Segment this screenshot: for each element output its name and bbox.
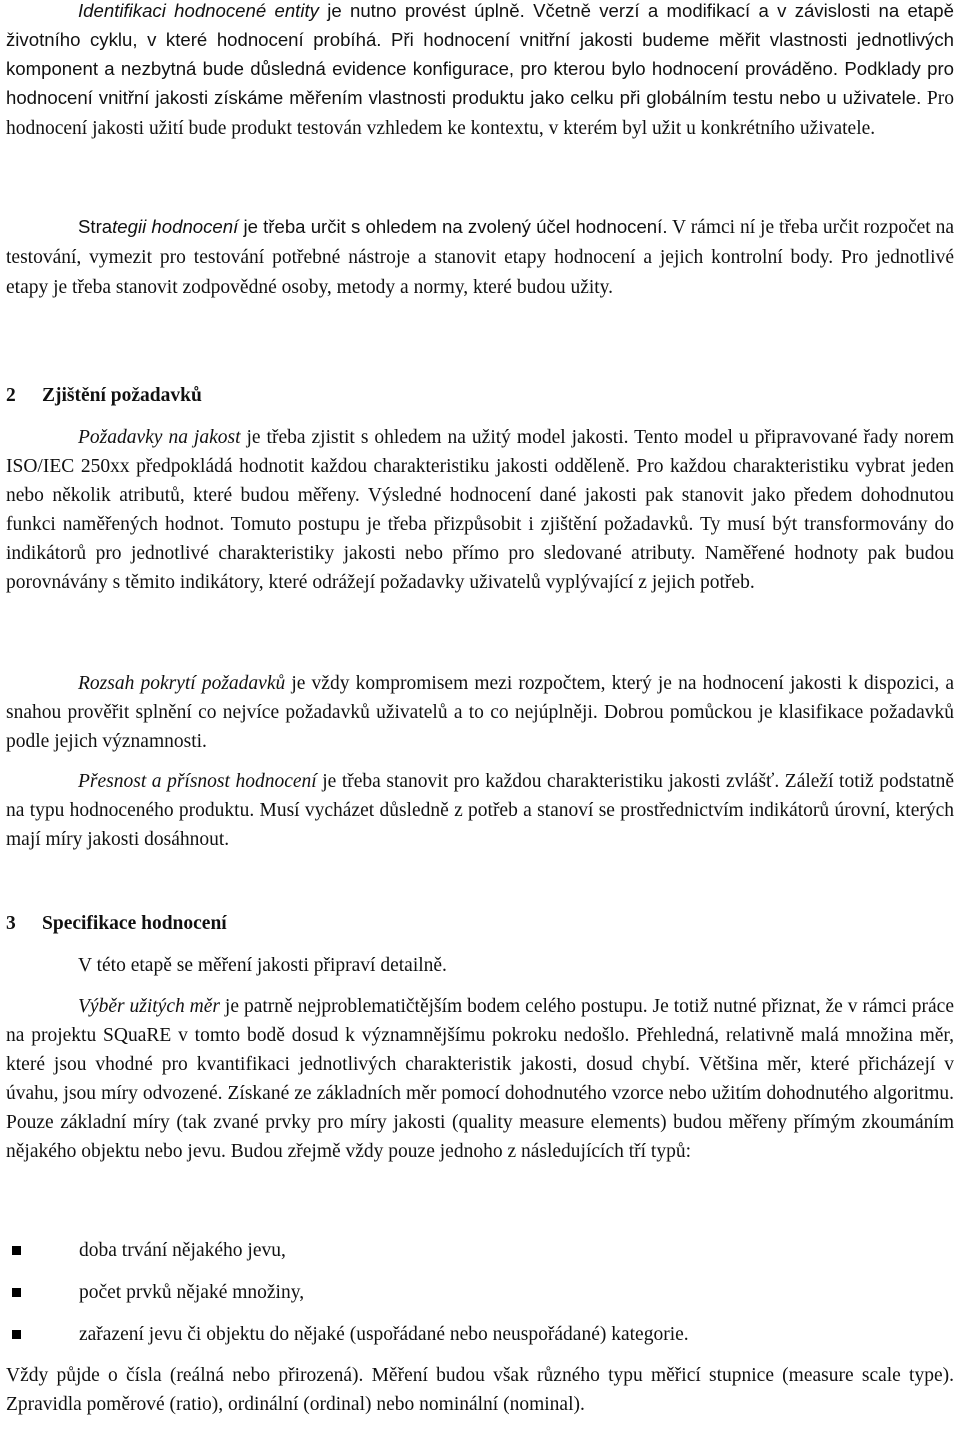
section-title: Specifikace hodnocení [42,913,227,934]
paragraph-coverage [6,669,954,756]
paragraph-spec-intro: V této etapě se měření jakosti připraví detailně. [78,955,447,976]
term-measures: Výběr užitých měr [78,996,220,1017]
section-number: 2 [6,385,16,406]
paragraph-strategy [6,212,954,302]
term-strategy-lead: Stra [78,216,113,237]
list-item [6,1278,954,1307]
term-requirements: Požadavky na jakost [78,427,241,448]
list-item-text: počet prvků nějaké množiny, [79,1282,305,1303]
section-heading-2 [6,381,202,410]
term-coverage: Rozsah pokrytí požadavků [78,673,286,694]
paragraph-precision [6,767,954,854]
paragraph-text: je třeba zjistit s ohledem na užitý model jakosti. Tento model u připravované řady norem ISO/IEC 250xx předpokládá hodnotit každou charakteristiku jakosti odděleně. Pro každou charakteristiku vybrat jeden nebo několik atributů, které budou měřeny. Výsledné hodnocení dané jakosti pak stanovit jako předem dohodnutou funkci naměřených hodnot. Tomuto postupu je třeba přizpůsobit i zjištění požadavků. Ty musí být transformovány do indikátorů pro jednotlivé charakteristiky jakosti nebo přímo pro sledované atributy. Naměřené hodnoty pak budou porovnávány s těmito indikátory, které odrážejí požadavky uživatelů vyplývající z jejich potřeb. [6,427,954,593]
paragraph-measures [6,992,954,1166]
paragraph-text: je vždy kompromisem mezi rozpočtem, který je na hodnocení jakosti k dispozici, a snahou prověřit splnění co nejvíce požadavků uživatelů a to co nejúplněji. Dobrou pomůckou je klasifikace požadavků podle jejich významnosti. [6,673,954,752]
paragraph-text: je třeba stanovit pro každou charakteristiku jakosti zvlášť. Záleží totiž podstatně na typu hodnoceného produktu. Musí vycházet důsledně z potřeb a stanoví se prostřednictvím indikátorů úrovní, kterých mají míry jakosti dosáhnout. [6,771,954,850]
list-item [6,1236,954,1265]
square-bullet-icon [12,1288,21,1297]
term-strategy: tegii hodnocení [112,216,239,237]
section-title: Zjištění požadavků [42,385,202,406]
term-precision: Přesnost a přísnost hodnocení [78,771,317,792]
paragraph-text: je třeba určit s ohledem na zvolený účel hodnocení. [238,216,668,237]
list-item-text: doba trvání nějakého jevu, [79,1240,286,1261]
paragraph-identification [6,0,954,143]
list-item [6,1320,954,1349]
paragraph-text: je patrně nejproblematičtějším bodem celého postupu. Je totiž nutné přiznat, že v rámci práce na projektu SQuaRE v tomto bodě dosud k významnějšímu pokroku nedošlo. Přehledná, relativně malá množina měr, které jsou vhodné pro kvantifikaci jednotlivých charakteristik jakosti, dosud chybí. Většina měr, které přicházejí v úvahu, jsou míry odvozené. Získané ze základních měr pomocí dohodnutého vzorce nebo užitím dohodnutého algoritmu. Pouze základní míry (tak zvané prvky pro míry jakosti (quality measure elements) budou měřeny přímým zkoumáním nějakého objektu nebo jevu. Budou zřejmě vždy pouze jednoho z následujících tří typů: [6,996,954,1162]
section-heading-3 [6,909,227,938]
paragraph-text: V rámci ní je třeba určit rozpočet na testování, vymezit pro testování potřebné nástroje a stanovit etapy hodnocení a jejich kontrolní body. Pro jednotlivé etapy je třeba stanovit zodpovědné osoby, metody a normy, které budou užity. [6,217,954,298]
measure-type-list [6,1236,954,1349]
square-bullet-icon [12,1330,21,1339]
list-item-text: zařazení jevu či objektu do nějaké (uspořádané nebo neuspořádané) kategorie. [79,1324,689,1345]
section-number: 3 [6,913,16,934]
square-bullet-icon [12,1246,21,1255]
paragraph-scale-types: Vždy půjde o čísla (reálná nebo přirozená). Měření budou však různého typu měřicí stupnice (measure scale type). Zpravidla poměrové (ratio), ordinální (ordinal) nebo nominální (nominal). [6,1365,954,1415]
paragraph-text: Pro hodnocení jakosti užití bude produkt testován vzhledem ke kontextu, v kterém byl užit u konkrétního uživatele. [6,88,954,139]
paragraph-requirements [6,423,954,597]
term-identification: Identifikaci hodnocené entity [78,0,319,21]
paragraph-text: je nutno provést úplně. Včetně verzí a modifikací a v závislosti na etapě životního cyklu, v které hodnocení probíhá. Při hodnocení vnitřní jakosti budeme měřit vlastnosti jednotlivých komponent a nezbytná bude důsledná evidence konfigurace, pro kterou bylo hodnocení prováděno. Podklady pro hodnocení vnitřní jakosti získáme měřením vlastnosti produktu jako celku při globálním testu nebo u uživatele. [6,0,954,108]
